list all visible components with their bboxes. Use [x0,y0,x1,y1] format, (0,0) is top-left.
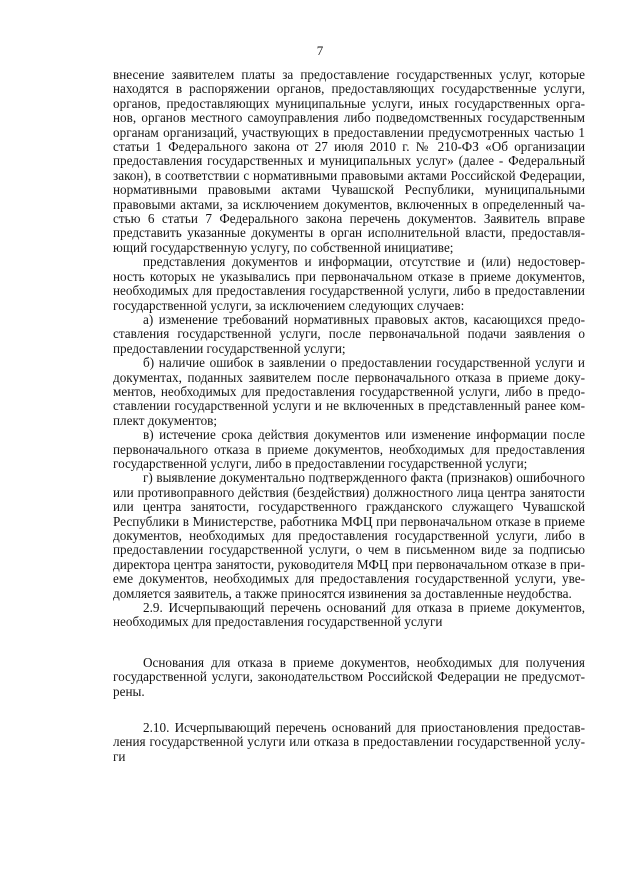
section-heading-2-9: 2.9. Исчерпывающий перечень оснований для отказа в приеме документов, необходимых для предоставления государственной услуги [113,600,585,630]
paragraph-refusal-grounds: Основания для отказа в приеме документов, необходимых для получения государственной услуги, законодательством Российской Федерации не предусмотрены. [113,654,585,699]
list-item-b: б) наличие ошибок в заявлении о предоставлении государственной услуги и документах, поданных заявителем после первоначального отказа в приеме документов, необходимых для предоставления государственной услуги, либо в предоставлении государственной услуги и не включенных в представленный ранее комплект документов; [113,355,585,428]
paragraph-fee-clause: внесение заявителем платы за предоставление государственных услуг, которые находятся в распоряжении органов, предоставляющих государственные услуги, органов, предоставляющих муниципальные услуги, иных государственных органов, органов местного самоуправления либо подведомственных государственным органам организаций, участвующих в предоставлении предусмотренных частью 1 статьи 1 Федерального закона от 27 июля 2010 г. № 210-ФЗ «Об организации предоставления государственных и муниципальных услуг» (далее - Федеральный закон), в соответствии с нормативными правовыми актами Российской Федерации, нормативными правовыми актами Чувашской Республики, муниципальными правовыми актами, за исключением документов, включенных в определенный частью 6 статьи 7 Федерального закона перечень документов. Заявитель вправе представить указанные документы в орган исполнительной власти, предоставляющий государственную услугу, по собственной инициативе; [113,67,585,255]
paragraph-missing-documents: представления документов и информации, отсутствие и (или) недостоверность которых не указывались при первоначальном отказе в приеме документов, необходимых для предоставления государственной услуги, либо в предоставлении государственной услуги, за исключением следующих случаев: [113,254,585,313]
page-number: 7 [316,43,324,58]
list-item-d: г) выявление документально подтвержденного факта (признаков) ошибочного или противоправного действия (бездействия) должностного лица центра занятости или центра занятости, государственного гражданского служащего Чувашской Республики в Министерстве, работника МФЦ при первоначальном отказе в приеме документов, необходимых для предоставления государственной услуги, либо в предоставлении государственной услуги, о чем в письменном виде за подписью директора центра занятости, руководителя МФЦ при первоначальном отказе в приеме документов, необходимых для предоставления государственной услуги, уведомляется заявитель, а также приносятся извинения за доставленные неудобства. [113,470,585,601]
page-body [113,68,585,764]
section-heading-2-10: 2.10. Исчерпывающий перечень оснований для приостановления предоставления государственной услуги или отказа в предоставлении государственной услуги [113,720,585,764]
list-item-a: а) изменение требований нормативных правовых актов, касающихся предоставления государственной услуги, после первоначальной подачи заявления о предоставлении государственной услуги; [113,311,585,356]
list-item-c: в) истечение срока действия документов или изменение информации после первоначального отказа в приеме документов, необходимых для предоставления государственной услуги, либо в предоставлении государственной услуги; [113,427,585,471]
